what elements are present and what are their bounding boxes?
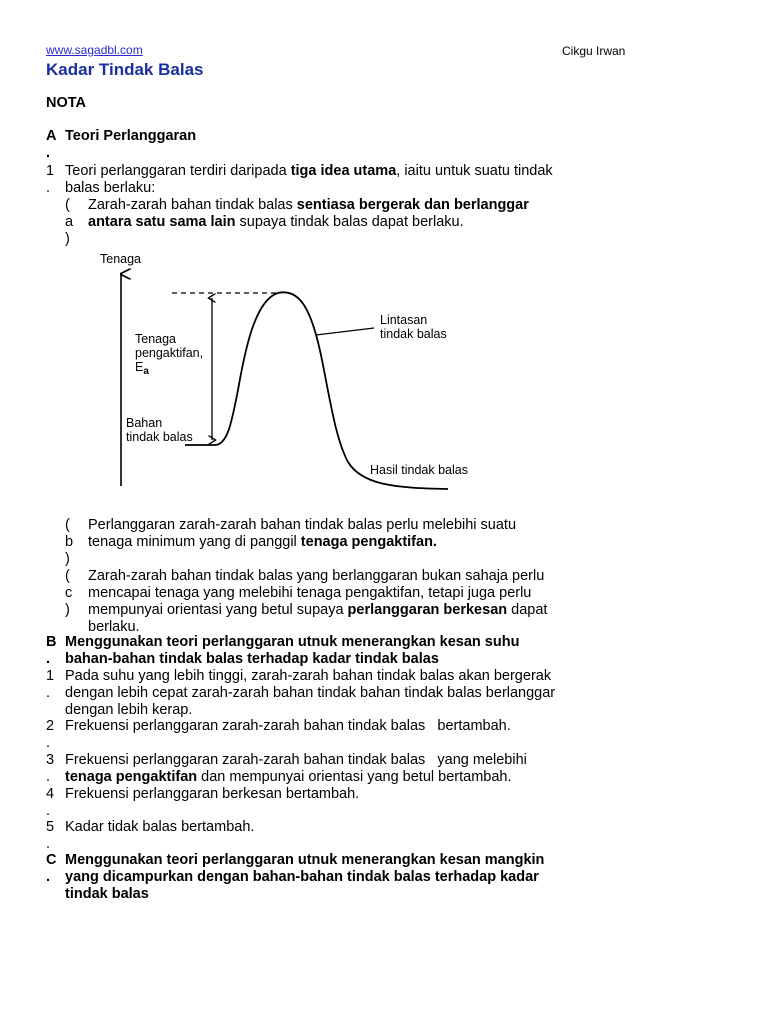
item-b2-number: 2 — [46, 718, 55, 734]
item-b3-number: 3 — [46, 752, 55, 768]
item-b5-dot: . — [46, 836, 51, 852]
sub-c-paren-close: ) — [65, 602, 70, 618]
item-a1-line2: balas berlaku: — [65, 180, 156, 196]
item-b4-number: 4 — [46, 786, 55, 802]
item-a1-dot: . — [46, 180, 51, 196]
sub-b-paren-close: ) — [65, 551, 70, 567]
section-a-heading: Teori Perlanggaran — [65, 128, 197, 144]
ea-symbol: $E_a$ — [135, 360, 149, 377]
item-b3-line1: Frekuensi perlanggaran zarah-zarah bahan tindak balas yang melebihi — [65, 752, 527, 768]
sub-c-line4: berlaku. — [88, 619, 140, 635]
item-b1-line3: dengan lebih kerap. — [65, 702, 193, 718]
sub-b-line1: Perlanggaran zarah-zarah bahan tindak balas perlu melebihi suatu — [88, 517, 517, 533]
pathway-pointer-line — [316, 328, 374, 335]
author-name: Cikgu Irwan — [562, 44, 626, 58]
section-a-marker: A — [46, 128, 57, 144]
item-b5-line1: Kadar tidak balas bertambah. — [65, 819, 255, 835]
item-b3-dot: . — [46, 769, 51, 785]
item-a1-number: 1 — [46, 163, 55, 179]
sub-a-paren-open: ( — [65, 197, 70, 213]
section-b-heading-line1: Menggunakan teori perlanggaran utnuk menerangkan kesan suhu — [65, 634, 520, 650]
sub-c-paren-open: ( — [65, 568, 70, 584]
sub-a-paren-close: ) — [65, 231, 70, 247]
item-b1-line1: Pada suhu yang lebih tinggi, zarah-zarah bahan tindak balas akan bergerak — [65, 668, 552, 684]
sub-a-line2: antara satu sama lain supaya tindak balas dapat berlaku. — [88, 214, 464, 230]
pathway-label-line2: tindak balas — [380, 327, 447, 341]
section-c-heading-line1: Menggunakan teori perlanggaran utnuk menerangkan kesan mangkin — [65, 852, 545, 868]
sub-c-letter: c — [65, 585, 73, 601]
reactant-label-line2: tindak balas — [126, 430, 193, 444]
sub-a-letter: a — [65, 214, 74, 230]
section-b-heading-line2: bahan-bahan tindak balas terhadap kadar tindak balas — [65, 651, 439, 667]
sub-b-line2: tenaga minimum yang di panggil tenaga pengaktifan. — [88, 534, 437, 550]
item-b4-dot: . — [46, 803, 51, 819]
item-b1-line2: dengan lebih cepat zarah-zarah bahan tindak bahan tindak balas berlanggar — [65, 685, 556, 701]
reactant-label-line1: Bahan — [126, 416, 163, 430]
nota-heading: NOTA — [46, 95, 87, 111]
page-title: Kadar Tindak Balas — [46, 60, 204, 79]
item-b3-line2: tenaga pengaktifan dan mempunyai orientasi yang betul bertambah. — [65, 769, 512, 785]
sub-b-letter: b — [65, 534, 74, 550]
ea-label-line2: pengaktifan, — [135, 346, 204, 360]
product-label: Hasil tindak balas — [370, 463, 468, 477]
section-c-marker: C — [46, 852, 57, 868]
section-b-dot: . — [46, 651, 51, 667]
sub-c-line3: mempunyai orientasi yang betul supaya perlanggaran berkesan dapat — [88, 602, 548, 618]
sub-c-line2: mencapai tenaga yang melebihi tenaga pengaktifan, tetapi juga perlu — [88, 585, 532, 601]
ea-label-line1: Tenaga — [135, 332, 177, 346]
section-c-heading-line2: yang dicampurkan dengan bahan-bahan tindak balas terhadap kadar — [65, 869, 539, 885]
section-c-heading-line3: tindak balas — [65, 886, 149, 902]
sub-c-line1: Zarah-zarah bahan tindak balas yang berlanggaran bukan sahaja perlu — [88, 568, 545, 584]
item-b1-number: 1 — [46, 668, 55, 684]
item-b2-dot: . — [46, 735, 51, 751]
item-b5-number: 5 — [46, 819, 55, 835]
section-a-dot: . — [46, 145, 51, 161]
y-axis-label: Tenaga — [100, 252, 142, 266]
sub-b-paren-open: ( — [65, 517, 70, 533]
item-b1-dot: . — [46, 685, 51, 701]
pathway-label-line1: Lintasan — [380, 313, 428, 327]
section-c-dot: . — [46, 869, 51, 885]
item-b2-line1: Frekuensi perlanggaran zarah-zarah bahan tindak balas bertambah. — [65, 718, 511, 734]
sub-a-line1: Zarah-zarah bahan tindak balas sentiasa bergerak dan berlanggar — [88, 197, 529, 213]
item-b4-line1: Frekuensi perlanggaran berkesan bertambah. — [65, 786, 360, 802]
item-a1-line1: Teori perlanggaran terdiri daripada tiga idea utama, iaitu untuk suatu tindak — [65, 163, 553, 179]
website-link[interactable]: www.sagadbl.com — [46, 43, 143, 57]
section-b-marker: B — [46, 634, 57, 650]
